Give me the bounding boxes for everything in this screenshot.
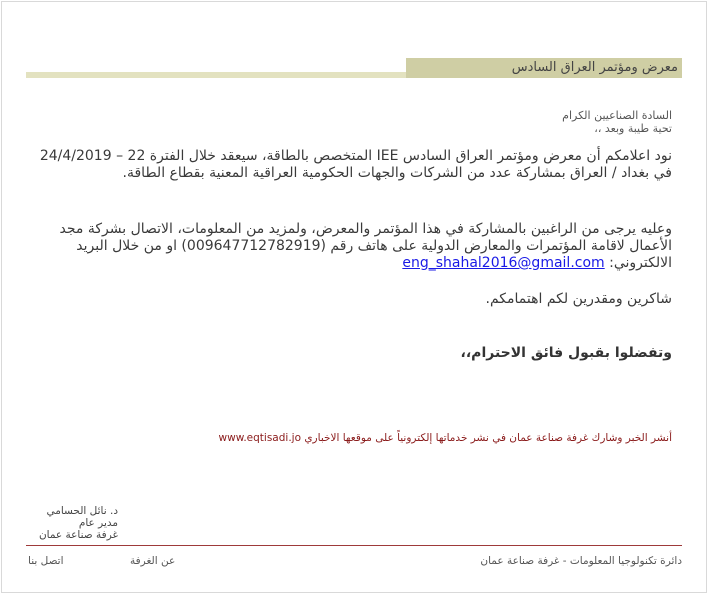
news-notice[interactable]: أنشر الخبر وشارك غرفة صناعة عمان في نشر خدماتها إلكترونياً على موقعها الاخباري www.eqtisadi.jo	[218, 432, 672, 444]
paragraph-1: نود اعلامكم أن معرض ومؤتمر العراق السادس IEE المتخصص بالطاقة، سيعقد خلال الفترة 22 – 24/4/2019 في بغداد / العراق بمشاركة عدد من الشركات والجهات الحكومية العراقية المعنية بقطاع الطاقة.	[39, 148, 672, 181]
closing-text: وتفضلوا بقبول فائق الاحترام،،	[460, 345, 672, 361]
signature-name: د. نائل الحسامي	[46, 505, 118, 517]
footer-department: دائرة تكنولوجيا المعلومات - غرفة صناعة عمان	[480, 555, 682, 567]
paragraph-2	[36, 221, 672, 272]
signature-title: مدير عام	[78, 517, 118, 529]
salutation-line2: تحية طيبة وبعد ،،	[594, 122, 672, 135]
salutation	[36, 109, 672, 135]
salutation-line1: السادة الصناعيين الكرام	[562, 109, 672, 122]
paragraph-2-text: وعليه يرجى من الراغبين بالمشاركة في هذا المؤتمر والمعرض، ولمزيد من المعلومات، الاتصال بشركة مجد الأعمال لاقامة المؤتمرات والمعارض الدولية على هاتف رقم (009647712782919) او من خلال البريد الالكتروني:	[59, 221, 672, 271]
thanks-text: شاكرين ومقدرين لكم اهتمامكم.	[485, 291, 672, 307]
signature-block	[28, 505, 118, 541]
signature-org: غرفة صناعة عمان	[38, 529, 118, 541]
email-link[interactable]: eng_shahal2016@gmail.com	[402, 255, 605, 271]
footer-divider	[26, 545, 682, 546]
footer-about-link[interactable]: عن الغرفة	[130, 555, 176, 567]
title-bar	[26, 58, 682, 78]
footer-contact-link[interactable]: اتصل بنا	[28, 555, 64, 567]
page-title: معرض ومؤتمر العراق السادس	[406, 58, 682, 78]
